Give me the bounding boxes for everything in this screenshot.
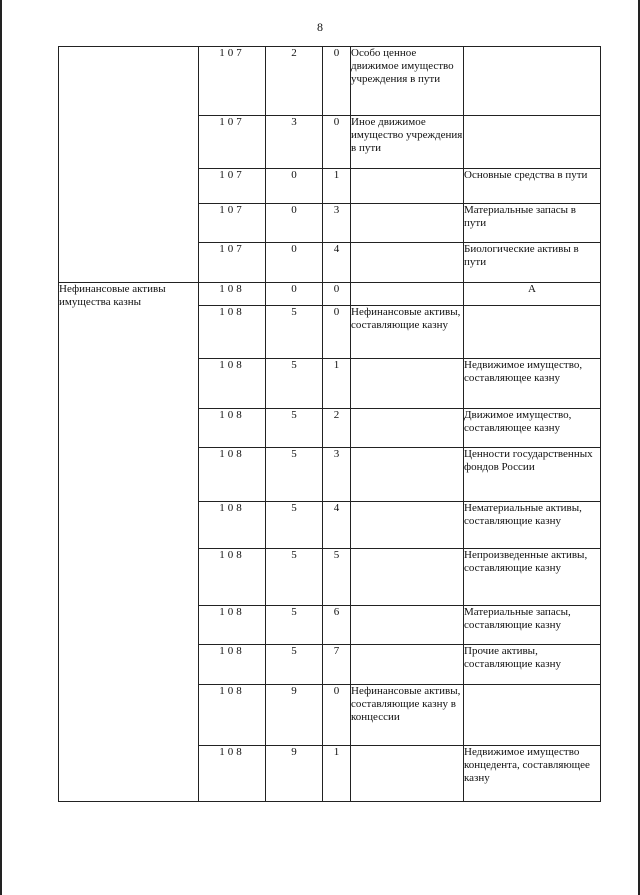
table-row	[59, 47, 601, 116]
group-title-cell: Особо ценное движимое имущество учреждения в пути	[351, 47, 464, 116]
group-title-cell	[351, 169, 464, 204]
group-number-cell: 0	[266, 283, 323, 306]
subgroup-number-cell: 4	[323, 243, 351, 283]
account-code-cell: 108	[199, 746, 266, 802]
account-code-cell: 108	[199, 448, 266, 502]
group-title-cell: Нефинансовые активы, составляющие казну в концессии	[351, 685, 464, 746]
group-title-cell	[351, 283, 464, 306]
subgroup-title-cell: Недвижимое имущество, составляющее казну	[464, 359, 601, 409]
account-code-cell: 108	[199, 306, 266, 359]
group-title-cell	[351, 746, 464, 802]
account-code-cell: 108	[199, 549, 266, 606]
group-title-cell	[351, 549, 464, 606]
subgroup-number-cell: 0	[323, 116, 351, 169]
subgroup-number-cell: 0	[323, 306, 351, 359]
group-number-cell: 0	[266, 243, 323, 283]
subgroup-number-cell: 1	[323, 169, 351, 204]
group-title-cell	[351, 645, 464, 685]
account-code-cell: 107	[199, 169, 266, 204]
subgroup-number-cell: 3	[323, 204, 351, 243]
subgroup-number-cell: 7	[323, 645, 351, 685]
subgroup-number-cell: 1	[323, 746, 351, 802]
group-number-cell: 3	[266, 116, 323, 169]
subgroup-title-cell	[464, 116, 601, 169]
account-code-cell: 108	[199, 685, 266, 746]
group-number-cell: 5	[266, 502, 323, 549]
subgroup-title-cell: Материальные запасы, составляющие казну	[464, 606, 601, 645]
group-number-cell: 9	[266, 685, 323, 746]
subgroup-number-cell: 5	[323, 549, 351, 606]
account-code-cell: 108	[199, 606, 266, 645]
account-code-cell: 108	[199, 409, 266, 448]
group-title-cell	[351, 243, 464, 283]
subgroup-title-cell: Основные средства в пути	[464, 169, 601, 204]
group-number-cell: 5	[266, 359, 323, 409]
account-code-cell: 107	[199, 243, 266, 283]
subgroup-number-cell: 2	[323, 409, 351, 448]
subgroup-number-cell: 4	[323, 502, 351, 549]
group-title-cell	[351, 606, 464, 645]
accounts-table	[58, 46, 601, 802]
group-name-cell	[59, 47, 199, 283]
group-number-cell: 5	[266, 306, 323, 359]
subgroup-title-cell: Материальные запасы в пути	[464, 204, 601, 243]
subgroup-title-cell: Биологические активы в пути	[464, 243, 601, 283]
subgroup-title-cell: Непроизведенные активы, составляющие казну	[464, 549, 601, 606]
subgroup-title-cell: Прочие активы, составляющие казну	[464, 645, 601, 685]
group-number-cell: 2	[266, 47, 323, 116]
subgroup-title-cell	[464, 306, 601, 359]
group-number-cell: 5	[266, 448, 323, 502]
group-title-cell	[351, 204, 464, 243]
group-title-cell	[351, 502, 464, 549]
subgroup-number-cell: 0	[323, 47, 351, 116]
subgroup-number-cell: 3	[323, 448, 351, 502]
subgroup-title-cell: Нематериальные активы, составляющие казну	[464, 502, 601, 549]
subgroup-number-cell: 6	[323, 606, 351, 645]
account-code-cell: 107	[199, 116, 266, 169]
group-title-cell: Иное движимое имущество учреждения в пути	[351, 116, 464, 169]
subgroup-number-cell: 0	[323, 685, 351, 746]
group-number-cell: 5	[266, 645, 323, 685]
group-title-cell	[351, 448, 464, 502]
subgroup-title-cell: Движимое имущество, составляющее казну	[464, 409, 601, 448]
subgroup-title-cell: Недвижимое имущество концедента, составляющее казну	[464, 746, 601, 802]
account-code-cell: 108	[199, 645, 266, 685]
group-number-cell: 9	[266, 746, 323, 802]
table-row	[59, 283, 601, 306]
account-code-cell: 108	[199, 359, 266, 409]
subgroup-title-cell: Ценности государственных фондов России	[464, 448, 601, 502]
account-code-cell: 108	[199, 283, 266, 306]
account-code-cell: 108	[199, 502, 266, 549]
subgroup-number-cell: 0	[323, 283, 351, 306]
subgroup-number-cell: 1	[323, 359, 351, 409]
group-title-cell	[351, 409, 464, 448]
page-number: 8	[317, 20, 323, 34]
group-number-cell: 5	[266, 606, 323, 645]
subgroup-title-cell	[464, 685, 601, 746]
group-number-cell: 5	[266, 549, 323, 606]
account-code-cell: 107	[199, 204, 266, 243]
group-title-cell: Нефинансовые активы, составляющие казну	[351, 306, 464, 359]
group-title-cell	[351, 359, 464, 409]
subgroup-title-cell: А	[464, 283, 601, 306]
group-number-cell: 5	[266, 409, 323, 448]
account-code-cell: 107	[199, 47, 266, 116]
group-name-cell: Нефинансовые активы имущества казны	[59, 283, 199, 802]
group-number-cell: 0	[266, 204, 323, 243]
subgroup-title-cell	[464, 47, 601, 116]
group-number-cell: 0	[266, 169, 323, 204]
